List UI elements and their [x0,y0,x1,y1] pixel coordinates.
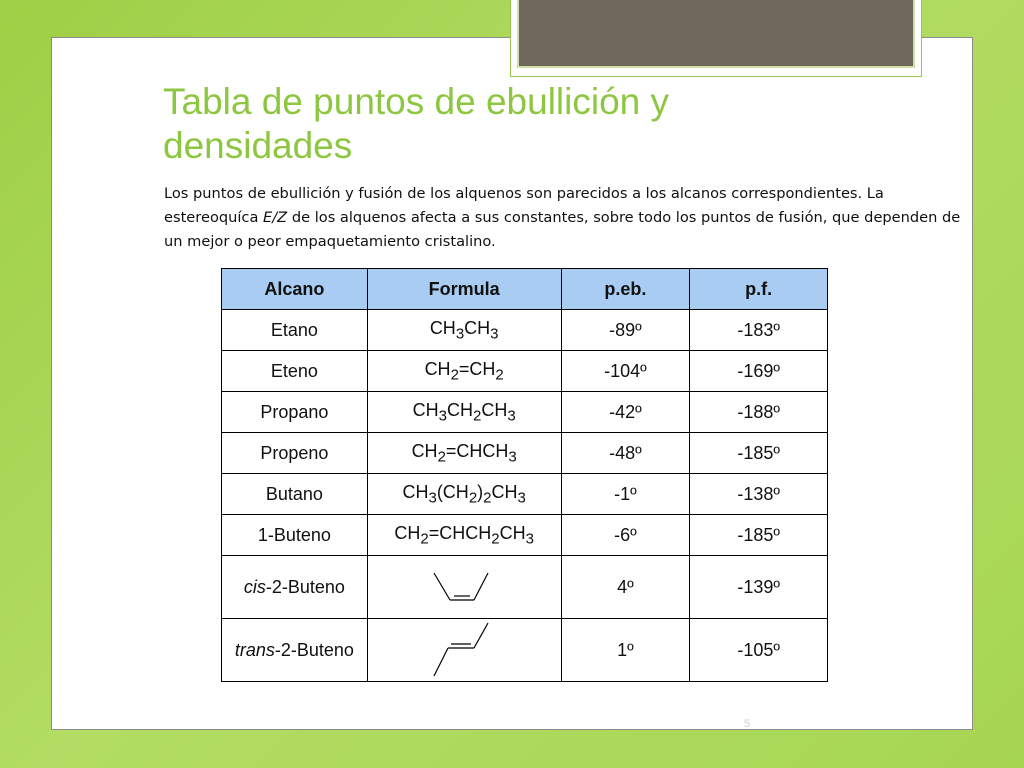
table-row [222,433,828,474]
cis-2-butene-skeletal-icon [424,567,504,607]
formula-subscript: 2 [450,366,459,384]
melting-point: -185º [690,515,828,556]
slide-body-text [164,182,964,254]
formula-subscript: 3 [507,407,516,425]
formula-text: CH [394,522,421,543]
boiling-point: -104º [561,351,690,392]
formula-text: CH [499,522,526,543]
cis-2-butene-structure [367,556,561,619]
table-row [222,556,828,619]
table-header-row [222,269,828,310]
formula-text: CH [424,358,451,379]
boiling-point: -1º [561,474,690,515]
boiling-point: 1º [561,619,690,682]
formula-text: CH [464,317,491,338]
formula-text: CH [429,317,456,338]
compound-name: Butano [222,474,368,515]
formula-subscript: 3 [438,407,447,425]
melting-point: -169º [690,351,828,392]
formula-text: CH [411,440,438,461]
boiling-point: -48º [561,433,690,474]
boiling-point: 4º [561,556,690,619]
formula-subscript: 3 [490,325,499,343]
compound-name: 1-Buteno [222,515,368,556]
table-row [222,310,828,351]
body-text-part2: de los alquenos afecta a sus constantes, sobre todo los puntos de fusión, que dependen de un mejor o peor empaquetamiento cristalino. [164,209,961,250]
formula-text: CH [412,399,439,420]
slide-title: Tabla de puntos de ebullición y densidades [163,81,670,166]
trans-2-butene-skeletal-icon [424,621,504,679]
compound-formula [367,474,561,515]
formula-subscript: 3 [455,325,465,343]
compound-name-prefix: trans [234,639,275,660]
table-row [222,474,828,515]
header-pf: p.f. [690,269,828,310]
melting-point: -105º [690,619,828,682]
compound-name [222,619,368,682]
compound-name: Propano [222,392,368,433]
formula-text: (CH [436,481,469,502]
compound-name-rest: -2-Buteno [274,639,354,660]
compound-name-prefix: cis [243,576,266,597]
compound-name [222,556,368,619]
header-peb: p.eb. [561,269,690,310]
boiling-point: -6º [561,515,690,556]
page-number: 5 [744,718,751,730]
formula-text: =CHCH [428,522,492,543]
formula-text: CH [402,481,429,502]
melting-point: -183º [690,310,828,351]
body-text-ez: E/Z [263,209,288,226]
compound-formula [367,392,561,433]
formula-subscript: 2 [495,366,504,384]
formula-subscript: 2 [437,448,446,466]
formula-text: CH [491,481,518,502]
boiling-point: -42º [561,392,690,433]
formula-subscript: 3 [508,448,517,466]
formula-subscript: 2 [483,489,492,507]
table-row [222,619,828,682]
formula-text: =CHCH [445,440,509,461]
compound-name: Propeno [222,433,368,474]
body-text-part1: Los puntos de ebullición y fusión de los alquenos son parecidos a los alcanos correspondientes. La estereoquíca [164,185,884,226]
compound-name: Eteno [222,351,368,392]
compound-name-rest: -2-Buteno [265,576,345,597]
formula-subscript: 2 [472,407,482,425]
melting-point: -188º [690,392,828,433]
formula-subscript: 2 [420,530,429,548]
melting-point: -138º [690,474,828,515]
header-image-placeholder [517,0,915,68]
formula-subscript: 2 [468,489,478,507]
formula-subscript: 3 [428,489,437,507]
table-row [222,515,828,556]
table-row [222,392,828,433]
formula-text: CH [481,399,508,420]
boiling-points-table [221,268,828,682]
header-alcano: Alcano [222,269,368,310]
boiling-point: -89º [561,310,690,351]
compound-formula [367,433,561,474]
compound-formula [367,351,561,392]
formula-text: ) [477,481,484,502]
table-row [222,351,828,392]
formula-subscript: 3 [517,489,526,507]
melting-point: -185º [690,433,828,474]
compound-formula [367,515,561,556]
compound-name: Etano [222,310,368,351]
trans-2-butene-structure [367,619,561,682]
formula-subscript: 3 [525,530,534,548]
melting-point: -139º [690,556,828,619]
formula-text: =CH [458,358,496,379]
formula-subscript: 2 [491,530,500,548]
formula-text: CH [446,399,473,420]
header-formula: Formula [367,269,561,310]
compound-formula [367,310,561,351]
